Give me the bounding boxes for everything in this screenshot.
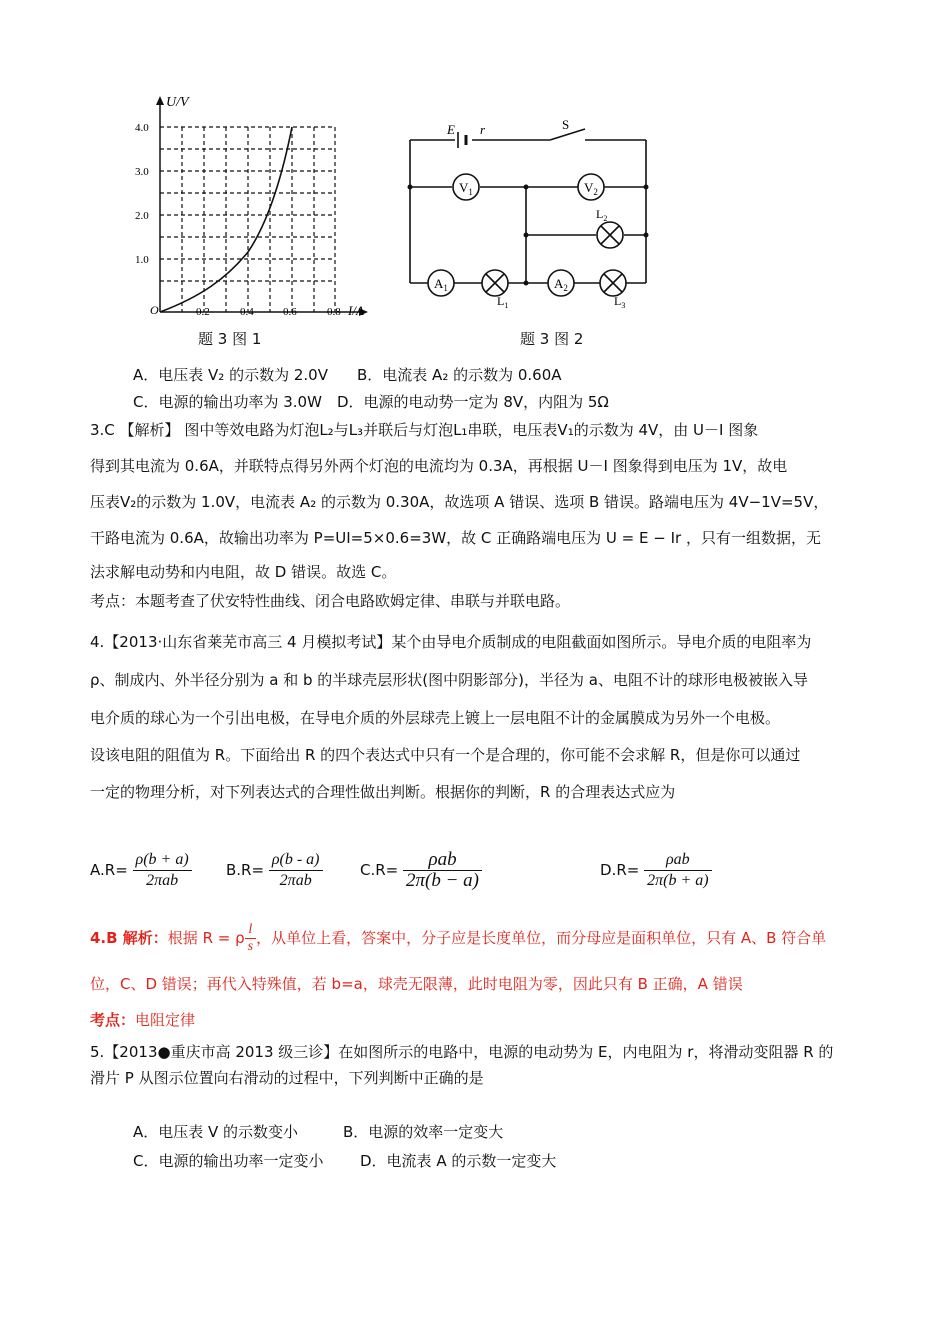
q3-analysis-line: 干路电流为 0.6A，故输出功率为 P=UI=5×0.6=3W，故 C 正确路端电压为 U = E − Ir ，只有一组数据，无 [90, 529, 821, 547]
x-tick: 0.2 [196, 306, 210, 318]
y-tick: 3.0 [135, 166, 149, 178]
q4-option-b: B.R= $\frac{\rho(b - a)}{\text{2πab}}$ [226, 850, 323, 891]
y-axis-label: U/V [166, 95, 189, 110]
voltmeter-v2-label: $V_2$ [584, 180, 598, 197]
q4-stem-line: ρ、制成内、外半径分别为 a 和 b 的半球壳层形状(图中阴影部分)，半径为 a、电阻不计的球形电极被嵌入导 [90, 671, 808, 689]
q4-stem-line: 一定的物理分析，对下列表达式的合理性做出判断。根据你的判断，R 的合理表达式应为 [90, 783, 676, 801]
x-tick: 0.6 [283, 306, 297, 318]
q4-answer-line-1: 4.B 解析：根据 R = ρ $\frac{l}{s}$ ，从单位上看，答案中，分子应是长度单位，而分母应是面积单位，只有 A、B 符合单 [90, 922, 827, 954]
q3-analysis-line: 法求解电动势和内电阻，故 D 错误。故选 C。 [90, 563, 397, 581]
q4-option-a: A.R= $\frac{\rho(b + a)}{\text{2πab}}$ [90, 850, 192, 891]
q3-option-a: A．电压表 V₂ 的示数为 2.0V [133, 366, 328, 384]
q5-stem-line: 滑片 P 从图示位置向右滑动的过程中，下列判断中正确的是 [90, 1069, 484, 1087]
figure-1-caption: 题 3 图 1 [198, 330, 262, 348]
q5-option-c: C．电源的输出功率一定变小 [133, 1152, 324, 1170]
figure-2-caption: 题 3 图 2 [520, 330, 584, 348]
q4-option-c: C.R= $\frac{\text{ρab}}{2\pi(b - a)}$ [360, 850, 482, 891]
figure-2-circuit [400, 115, 660, 315]
ammeter-a1-label: $A_1$ [434, 276, 448, 293]
q5-stem-line: 5.【2013●重庆市高 2013 级三诊】在如图所示的电路中，电源的电动势为 E，内电阻为 r，将滑动变阻器 R 的 [90, 1043, 834, 1061]
y-tick: 2.0 [135, 210, 149, 222]
lamp-l2-label: $L_2$ [596, 207, 608, 223]
switch-s-label: S [562, 117, 570, 132]
y-tick: 1.0 [135, 254, 149, 266]
q5-option-b: B．电源的效率一定变大 [343, 1123, 504, 1141]
q3-kaodian: 考点：本题考查了伏安特性曲线、闭合电路欧姆定律、串联与并联电路。 [90, 592, 571, 610]
x-tick: 0.4 [240, 306, 254, 318]
ammeter-a2-label: $A_2$ [554, 276, 568, 293]
q4-stem-line: 4.【2013·山东省莱芜市高三 4 月模拟考试】某个由导电介质制成的电阻截面如图所示。导电介质的电阻率为 [90, 633, 812, 651]
origin-label: O [150, 303, 159, 317]
q5-option-d: D．电流表 A 的示数一定变大 [360, 1152, 557, 1170]
y-tick: 4.0 [135, 122, 149, 134]
q4-stem-line: 设该电阻的阻值为 R。下面给出 R 的四个表达式中只有一个是合理的，你可能不会求解 R，但是你可以通过 [90, 746, 801, 764]
q5-option-a: A．电压表 V 的示数变小 [133, 1123, 299, 1141]
battery-e-label: E [447, 122, 455, 137]
q3-option-b: B．电流表 A₂ 的示数为 0.60A [357, 366, 562, 384]
q3-analysis-line: 3.C 【解析】 图中等效电路为灯泡L₂与L₃并联后与灯泡L₁串联，电压表V₁的示数为 4V，由 U－I 图象 [90, 421, 759, 439]
x-tick: 0.8 [327, 306, 341, 318]
q4-kaodian: 考点：电阻定律 [90, 1011, 196, 1029]
x-axis-label: I/A [348, 303, 364, 318]
q3-analysis-line: 压表V₂的示数为 1.0V，电流表 A₂ 的示数为 0.30A，故选项 A 错误、选项 B 错误。路端电压为 4V−1V=5V， [90, 493, 829, 511]
q4-stem-line: 电介质的球心为一个引出电极，在导电介质的外层球壳上镀上一层电阻不计的金属膜成为另外一个电极。 [90, 709, 781, 727]
voltmeter-v1-label: $V_1$ [459, 180, 473, 197]
q4-answer-line-2: 位，C、D 错误；再代入特殊值，若 b=a，球壳无限薄，此时电阻为零，因此只有 B 正确，A 错误 [90, 975, 743, 993]
battery-r-label: r [480, 122, 486, 137]
q4-option-d: D.R= $\frac{\text{ρab}}{2\pi(b + a)}$ [600, 850, 712, 891]
q3-option-c: C．电源的输出功率为 3.0W [133, 393, 322, 411]
lamp-l3-label: $L_3$ [614, 294, 626, 310]
q3-option-d: D．电源的电动势一定为 8V，内阻为 5Ω [337, 393, 609, 411]
lamp-l1-label: $L_1$ [497, 294, 509, 310]
figure-1-ui-graph [130, 92, 390, 322]
q3-analysis-line: 得到其电流为 0.6A，并联特点得另外两个灯泡的电流均为 0.3A，再根据 U－I 图象得到电压为 1V，故电 [90, 457, 788, 475]
